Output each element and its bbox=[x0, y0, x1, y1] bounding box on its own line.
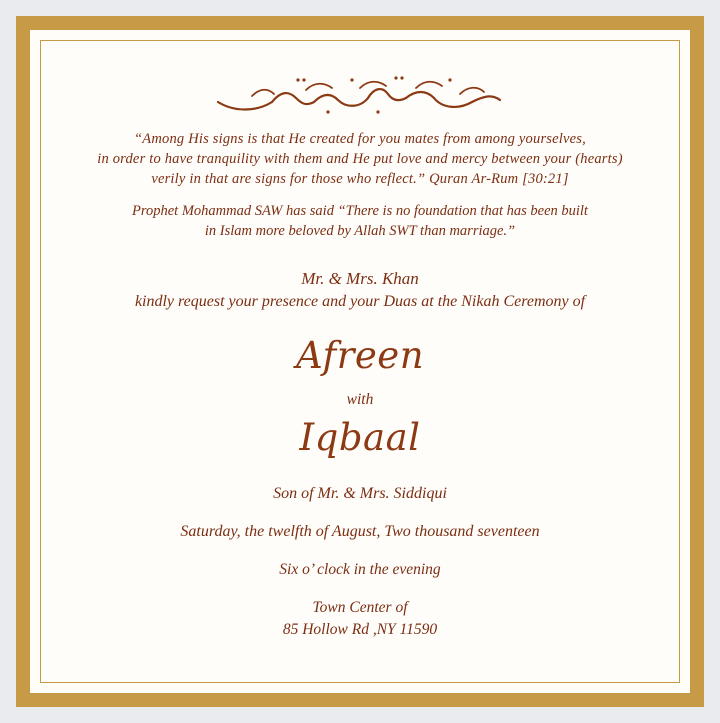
venue-address: 85 Hollow Rd ,NY 11590 bbox=[282, 621, 438, 638]
host-names: Mr. & Mrs. Khan bbox=[301, 269, 419, 288]
quran-quote-line-3-and-citation bbox=[81, 169, 639, 189]
invitation-card-gold-border bbox=[16, 16, 704, 707]
with-label: with bbox=[346, 391, 374, 408]
invitation-content bbox=[41, 41, 679, 682]
quran-quote-line-3: verily in that are signs for those who reflect.” bbox=[151, 171, 426, 187]
bismillah-calligraphy-icon bbox=[81, 67, 639, 119]
hadith-line-2: in Islam more beloved by Allah SWT than marriage.” bbox=[204, 223, 516, 239]
bride-name: Afreen bbox=[295, 334, 425, 377]
hosts-block bbox=[81, 267, 639, 313]
ceremony-date: Saturday, the twelfth of August, Two thousand seventeen bbox=[180, 523, 540, 540]
quran-quote bbox=[81, 129, 639, 189]
spacer bbox=[81, 189, 639, 201]
venue-name: Town Center of bbox=[312, 599, 408, 616]
quran-quote-line-2: in order to have tranquility with them and He put love and mercy between your (hearts) bbox=[97, 151, 623, 167]
ceremony-time: Six o’ clock in the evening bbox=[279, 561, 441, 578]
invitation-card-inner-rule bbox=[40, 40, 680, 683]
groom-parents: Son of Mr. & Mrs. Siddiqui bbox=[273, 485, 447, 502]
groom-name: Iqbaal bbox=[299, 416, 421, 459]
quran-citation: Quran Ar-Rum [30:21] bbox=[429, 171, 569, 187]
hadith-quote bbox=[81, 201, 639, 241]
invitation-line: kindly request your presence and your Duas at the Nikah Ceremony of bbox=[134, 293, 586, 310]
quran-quote-line-1: “Among His signs is that He created for you mates from among yourselves, bbox=[134, 131, 586, 147]
venue-block bbox=[81, 597, 639, 641]
hadith-line-1: Prophet Mohammad SAW has said “There is no foundation that has been built bbox=[132, 203, 588, 219]
